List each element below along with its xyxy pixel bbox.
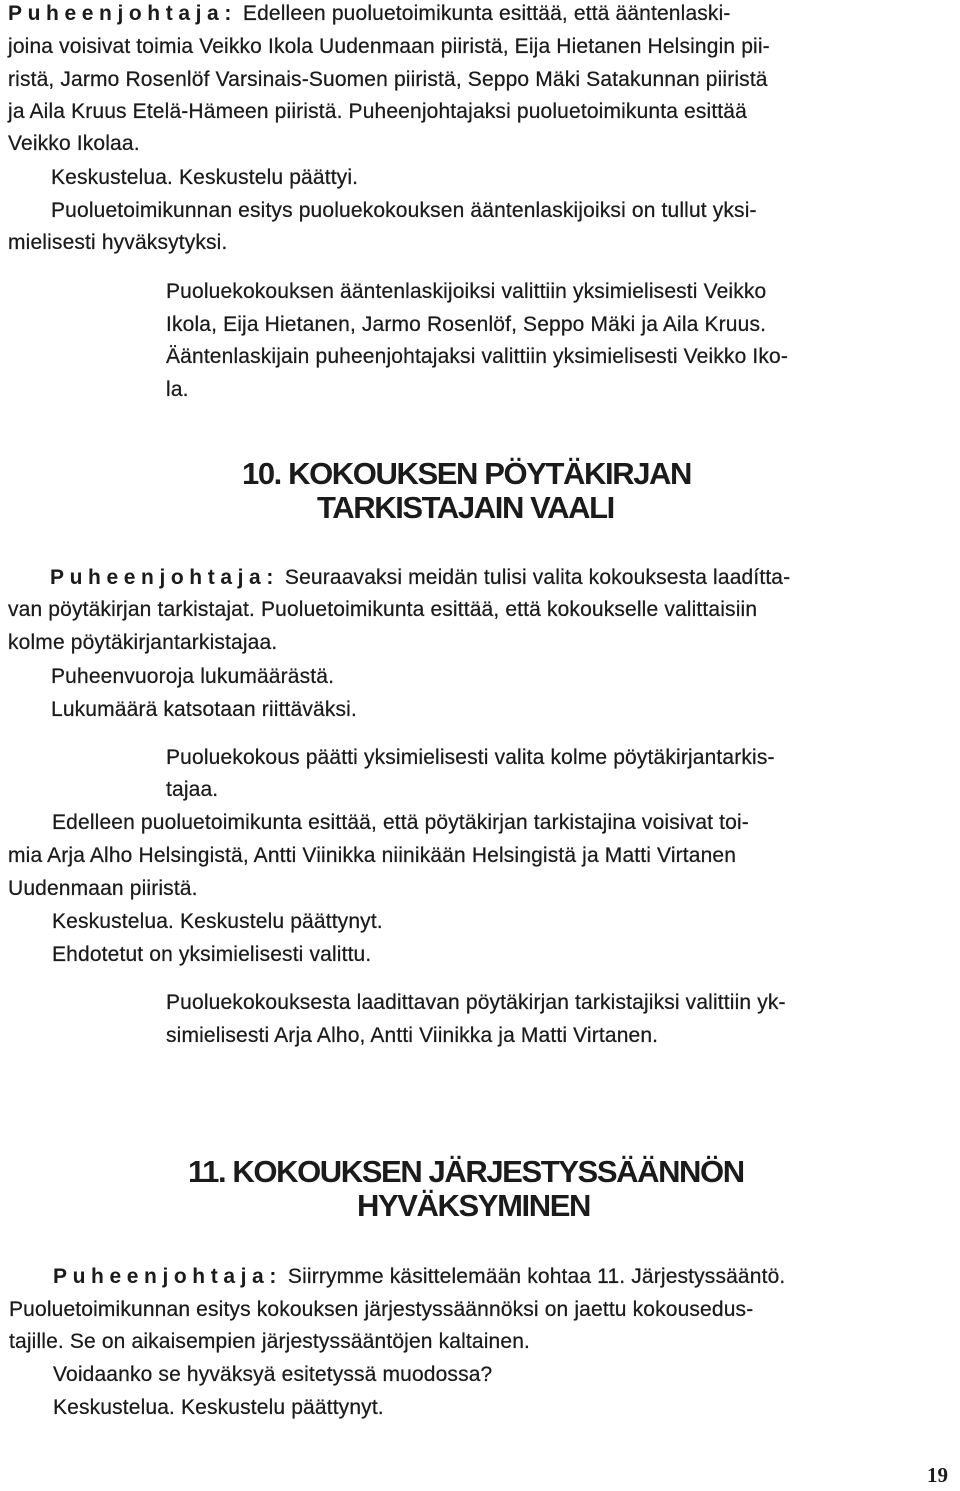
question-line: Voidaanko se hyväksyä esitetyssä muodossa? (53, 1363, 493, 1386)
proposed-note: Ehdotetut on yksimielisesti valittu. (52, 943, 372, 966)
decision-line: Ikola, Eija Hietanen, Jarmo Rosenlöf, Seppo Mäki ja Aila Kruus. (166, 313, 767, 336)
paragraph-line: kolme pöytäkirjantarkistajaa. (8, 631, 278, 654)
discussion-note: Keskustelua. Keskustelu päättyi. (51, 166, 359, 189)
paragraph-line: tajille. Se on aikaisempien järjestyssääntöjen kaltainen. (9, 1330, 531, 1353)
paragraph-line (53, 1264, 785, 1290)
paragraph-line (8, 1, 731, 27)
discussion-note: Keskustelua. Keskustelu päättynyt. (52, 910, 383, 933)
paragraph-text: Siirrymme käsittelemään kohtaa 11. Järjestyssääntö. (287, 1265, 786, 1288)
decision-line: simielisesti Arja Alho, Antti Viinikka ja Matti Virtanen. (166, 1024, 659, 1047)
speeches-note: Puheenvuoroja lukumäärästä. (51, 665, 335, 688)
paragraph-line: van pöytäkirjan tarkistajat. Puoluetoimikunta esittää, että kokoukselle valittaisiin (8, 598, 758, 621)
page-number: 19 (927, 1463, 948, 1487)
section-heading: TARKISTAJAIN VAALI (317, 490, 614, 525)
paragraph-line (50, 565, 790, 591)
paragraph-line: mia Arja Alho Helsingistä, Antti Viinikka niinikään Helsingistä ja Matti Virtanen (8, 844, 737, 867)
paragraph-line: Edelleen puoluetoimikunta esittää, että pöytäkirjan tarkistajina voisivat toi- (52, 811, 749, 834)
speaker-label: Puheenjohtaja: (50, 566, 279, 589)
section-heading: HYVÄKSYMINEN (357, 1188, 590, 1223)
paragraph-line: ja Aila Kruus Etelä-Hämeen piiristä. Puheenjohtajaksi puoluetoimikunta esittää (8, 100, 747, 123)
decision-line: Puoluekokous päätti yksimielisesti valita kolme pöytäkirjantarkis- (166, 746, 775, 769)
speaker-label: Puheenjohtaja: (53, 1265, 282, 1288)
decision-line: tajaa. (166, 778, 219, 801)
paragraph-line: joina voisivat toimia Veikko Ikola Uudenmaan piiristä, Eija Hietanen Helsingin pii- (8, 35, 770, 58)
decision-line: Puoluekokouksesta laadittavan pöytäkirjan tarkistajiksi valittiin yk- (166, 991, 786, 1014)
paragraph-text: Seuraavaksi meidän tulisi valita kokouksesta laadítta- (284, 566, 791, 589)
paragraph-line: Veikko Ikolaa. (8, 132, 140, 155)
discussion-note: Keskustelua. Keskustelu päättynyt. (53, 1396, 384, 1419)
decision-line: la. (166, 378, 189, 401)
decision-line: Puoluekokouksen ääntenlaskijoiksi valittiin yksimielisesti Veikko (166, 280, 767, 303)
speaker-label: Puheenjohtaja: (8, 2, 237, 25)
section-heading: 10. KOKOUKSEN PÖYTÄKIRJAN (242, 456, 692, 491)
decision-line: Ääntenlaskijain puheenjohtajaksi valittiin yksimielisesti Veikko Iko- (166, 345, 788, 368)
paragraph-line: ristä, Jarmo Rosenlöf Varsinais-Suomen piiristä, Seppo Mäki Satakunnan piiristä (8, 68, 768, 91)
section-heading: 11. KOKOUKSEN JÄRJESTYSSÄÄNNÖN (188, 1154, 744, 1189)
sufficient-note: Lukumäärä katsotaan riittäväksi. (51, 698, 357, 721)
paragraph-line: mielisesti hyväksytyksi. (8, 231, 228, 254)
paragraph-line: Puoluetoimikunnan esitys kokouksen järjestyssäännöksi on jaettu kokousedus- (9, 1298, 754, 1321)
paragraph-line: Puoluetoimikunnan esitys puoluekokouksen ääntenlaskijoiksi on tullut yksi- (51, 199, 757, 222)
paragraph-text: Edelleen puoluetoimikunta esittää, että ääntenlaski- (242, 2, 731, 25)
paragraph-line: Uudenmaan piiristä. (8, 877, 198, 900)
